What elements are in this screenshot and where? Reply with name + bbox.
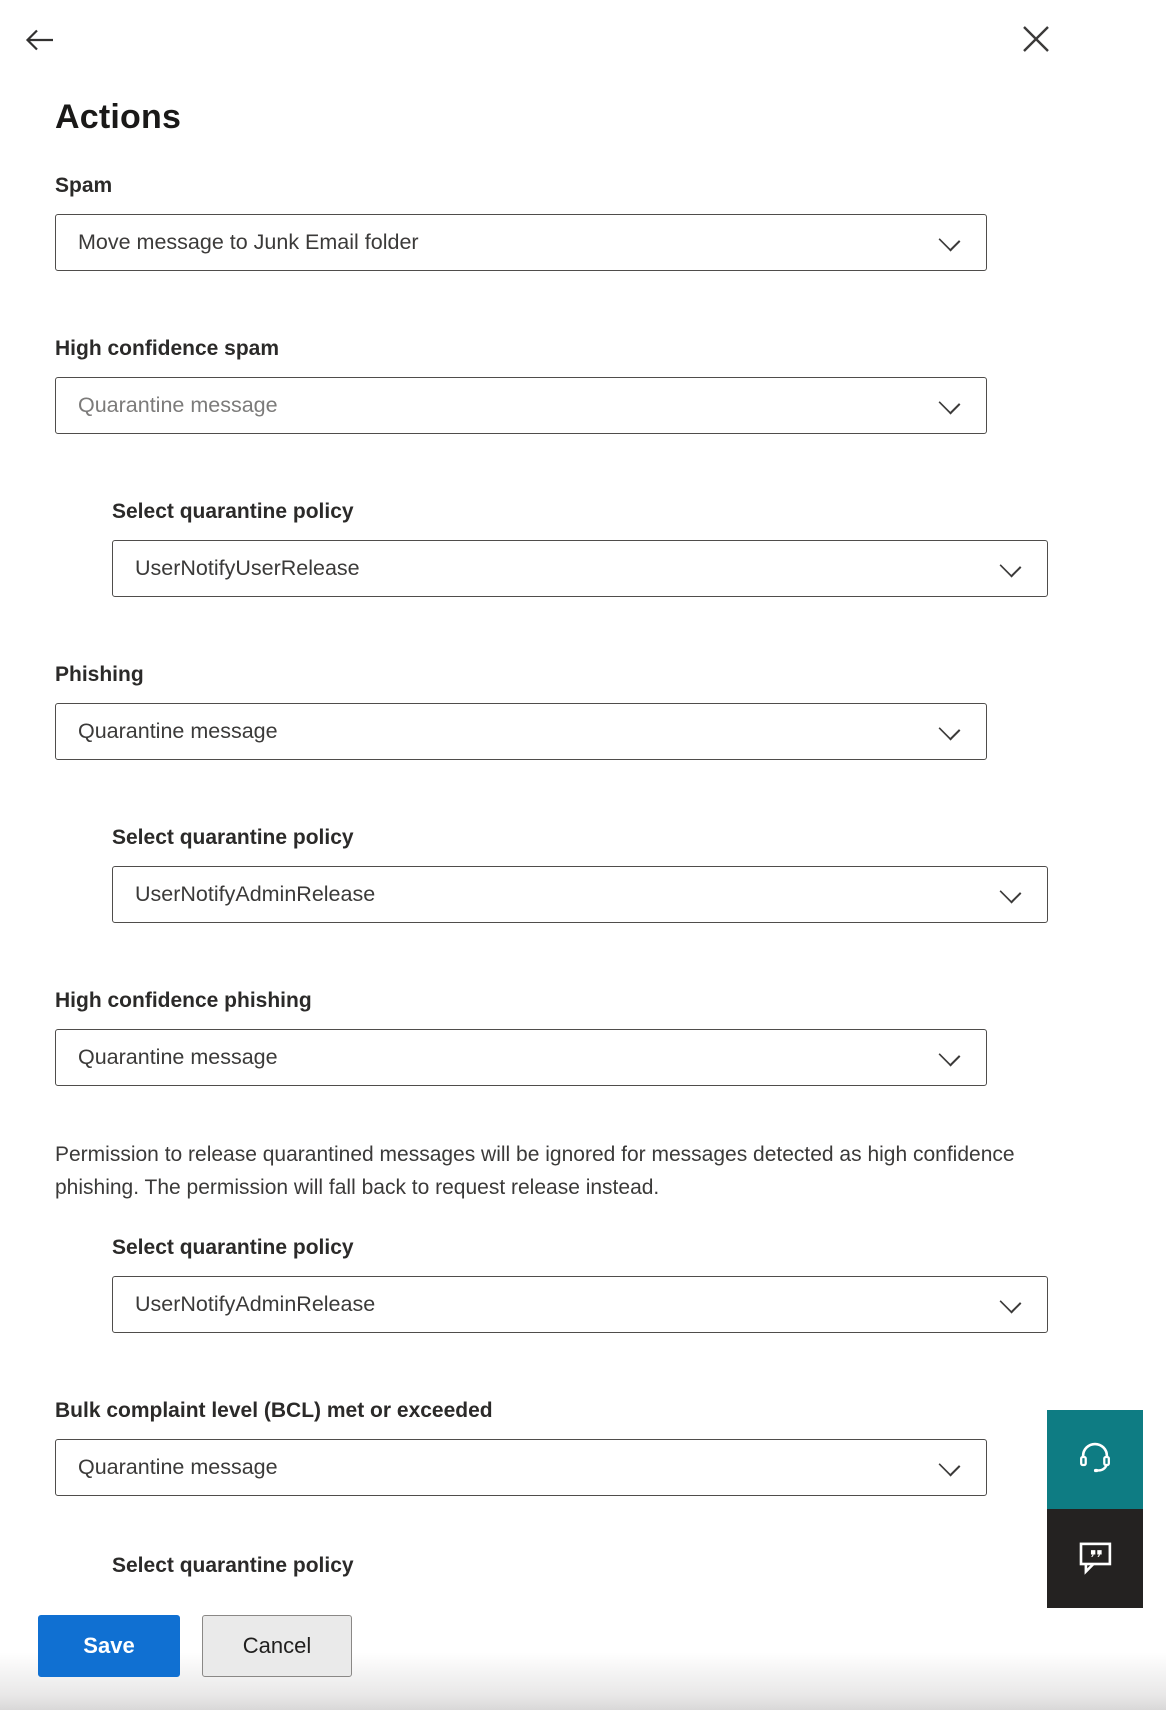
- field-label-high-confidence-spam: High confidence spam: [55, 337, 280, 360]
- page-title: Actions: [55, 98, 182, 136]
- bcl-action-dropdown[interactable]: [55, 1439, 987, 1496]
- field-label-high-confidence-phishing: High confidence phishing: [55, 989, 312, 1012]
- chevron-down-icon: [939, 393, 961, 415]
- back-button[interactable]: [22, 22, 58, 58]
- field-label-select-quarantine-policy: Select quarantine policy: [112, 1236, 354, 1259]
- quarantine-policy-value-phishing: UserNotifyAdminRelease: [135, 882, 376, 906]
- spam-action-value: Move message to Junk Email folder: [78, 230, 419, 254]
- arrow-left-icon: [22, 46, 58, 61]
- chevron-down-icon: [939, 719, 961, 741]
- high-confidence-spam-action-dropdown[interactable]: [55, 377, 987, 434]
- field-label-bulk-complaint-level: Bulk complaint level (BCL) met or exceeded: [55, 1399, 493, 1422]
- field-quarantine-policy-phishing: [112, 824, 1048, 923]
- field-high-confidence-spam: [55, 335, 987, 434]
- phishing-action-value: Quarantine message: [78, 719, 278, 743]
- high-confidence-phishing-action-value: Quarantine message: [78, 1045, 278, 1069]
- field-label-select-quarantine-policy-truncated: Select quarantine policy: [112, 1554, 354, 1577]
- field-bulk-complaint-level: [55, 1397, 987, 1496]
- chevron-down-icon: [1000, 882, 1022, 904]
- feedback-chat-icon: [1074, 1536, 1116, 1581]
- field-label-phishing: Phishing: [55, 663, 144, 686]
- help-support-button[interactable]: [1047, 1410, 1143, 1509]
- quarantine-policy-value-spam: UserNotifyUserRelease: [135, 556, 360, 580]
- cancel-button[interactable]: Cancel: [202, 1615, 352, 1677]
- quarantine-policy-value-hc-phishing: UserNotifyAdminRelease: [135, 1292, 376, 1316]
- field-quarantine-policy-bcl: [112, 1552, 1048, 1580]
- footer-bar: [0, 1582, 1166, 1710]
- chevron-down-icon: [1000, 556, 1022, 578]
- field-label-select-quarantine-policy: Select quarantine policy: [112, 826, 354, 849]
- chevron-down-icon: [1000, 1292, 1022, 1314]
- quarantine-policy-dropdown-spam[interactable]: [112, 540, 1048, 597]
- quarantine-policy-dropdown-phishing[interactable]: [112, 866, 1048, 923]
- quarantine-policy-dropdown-hc-phishing[interactable]: [112, 1276, 1048, 1333]
- spam-action-dropdown[interactable]: [55, 214, 987, 271]
- bcl-action-value: Quarantine message: [78, 1455, 278, 1479]
- field-label-select-quarantine-policy: Select quarantine policy: [112, 500, 354, 523]
- field-quarantine-policy-spam: [112, 498, 1048, 597]
- high-confidence-spam-action-value: Quarantine message: [78, 393, 278, 417]
- phishing-action-dropdown[interactable]: [55, 703, 987, 760]
- field-high-confidence-phishing: [55, 987, 987, 1086]
- chevron-down-icon: [939, 230, 961, 252]
- field-quarantine-policy-hc-phishing: [112, 1234, 1048, 1333]
- field-phishing: [55, 661, 987, 760]
- high-confidence-phishing-action-dropdown[interactable]: [55, 1029, 987, 1086]
- field-label-spam: Spam: [55, 174, 113, 197]
- chevron-down-icon: [939, 1045, 961, 1067]
- high-confidence-phishing-note: Permission to release quarantined messages will be ignored for messages detected as high confidence phishing. The permission will fall back to request release instead.: [55, 1143, 1015, 1199]
- field-spam: [55, 172, 987, 271]
- chevron-down-icon: [939, 1455, 961, 1477]
- headset-icon: [1074, 1437, 1116, 1482]
- feedback-button[interactable]: [1047, 1509, 1143, 1608]
- save-button[interactable]: Save: [38, 1615, 180, 1677]
